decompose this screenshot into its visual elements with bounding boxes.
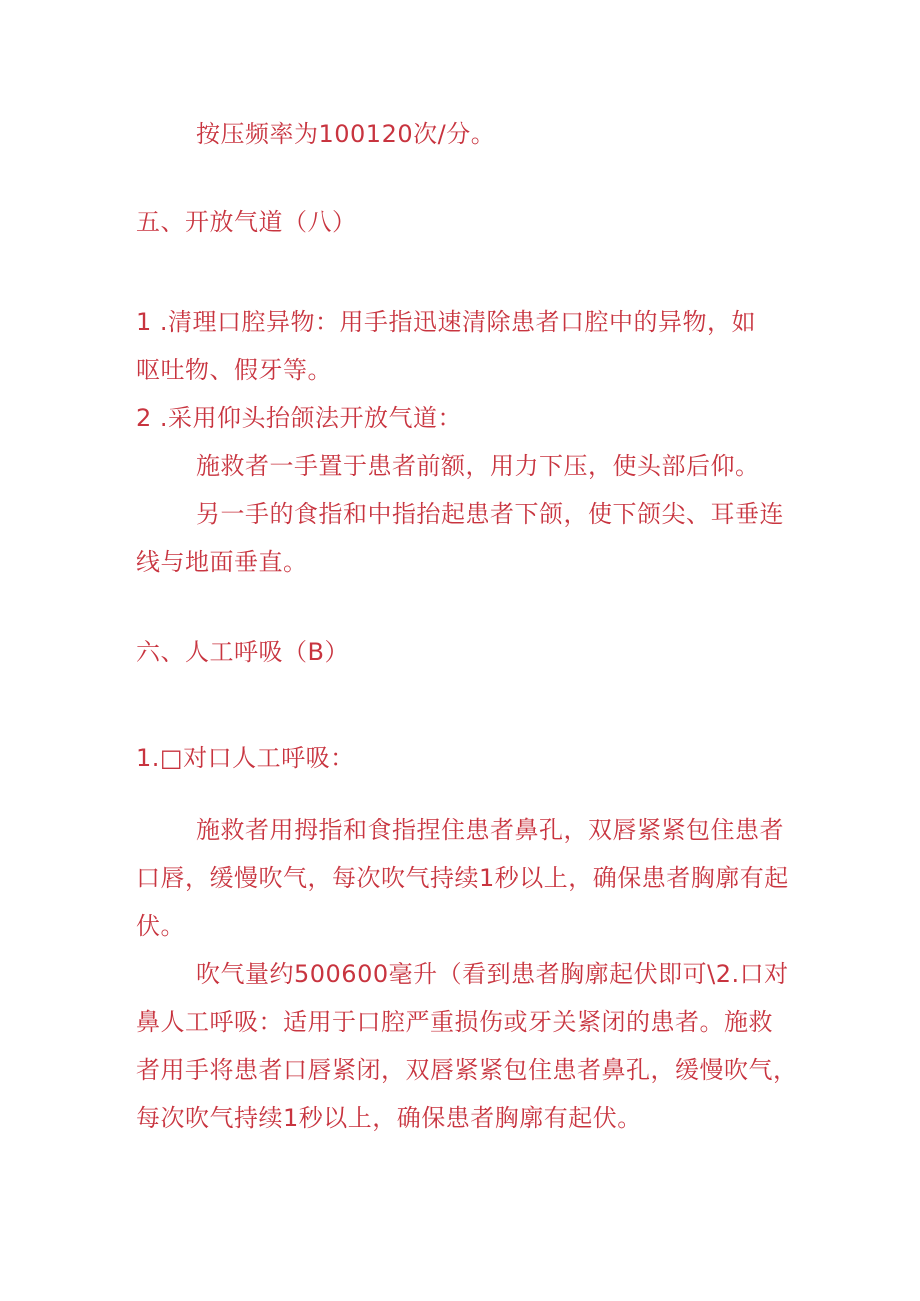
paragraph-hand-on-forehead: 施救者一手置于患者前额，用力下压，使头部后仰。 <box>196 452 760 480</box>
section-heading-open-airway: 五、开放气道（八） <box>136 208 357 236</box>
paragraph-mouth-to-nose-line2: 者用手将患者口唇紧闭，双唇紧紧包住患者鼻孔，缓慢吹气， <box>136 1056 798 1084</box>
list-item-clear-mouth: 1 .清理口腔异物：用手指迅速清除患者口腔中的异物，如 <box>136 308 757 336</box>
paragraph-lift-chin: 另一手的食指和中指抬起患者下颌，使下颌尖、耳垂连 <box>196 500 784 528</box>
paragraph-compression-rate: 按压频率为100120次/分。 <box>196 120 496 148</box>
list-item-clear-mouth-continued: 呕吐物、假牙等。 <box>136 356 332 384</box>
paragraph-mouth-to-nose-line3: 每次吹气持续1秒以上，确保患者胸廓有起伏。 <box>136 1104 642 1132</box>
paragraph-breath-volume: 吹气量约500600毫升（看到患者胸廓起伏即可\2.口对 <box>196 960 789 988</box>
paragraph-pinch-nose-line2: 口唇，缓慢吹气，每次吹气持续1秒以上，确保患者胸廓有起 <box>136 864 789 892</box>
paragraph-lift-chin-continued: 线与地面垂直。 <box>136 548 308 576</box>
list-item-mouth-to-mouth: 1.□对口人工呼吸： <box>136 744 355 772</box>
paragraph-pinch-nose: 施救者用拇指和食指捏住患者鼻孔，双唇紧紧包住患者 <box>196 816 784 844</box>
paragraph-pinch-nose-line3: 伏。 <box>136 912 185 940</box>
section-heading-rescue-breathing: 六、人工呼吸（B） <box>136 638 349 666</box>
list-item-head-tilt: 2 .采用仰头抬颌法开放气道： <box>136 404 463 432</box>
paragraph-mouth-to-nose-line1: 鼻人工呼吸：适用于口腔严重损伤或牙关紧闭的患者。施救 <box>136 1008 773 1036</box>
